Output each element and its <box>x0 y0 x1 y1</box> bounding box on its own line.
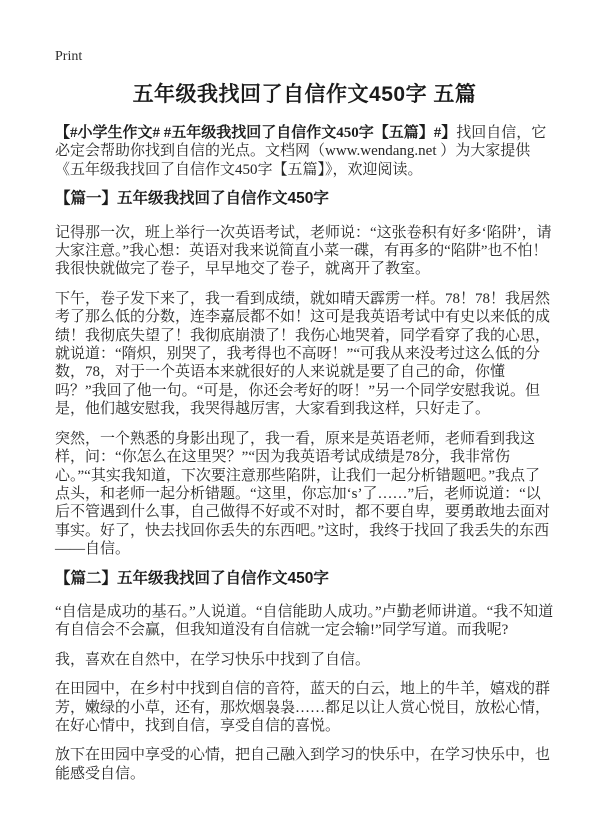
section-2-paragraph-2: 我，喜欢在自然中，在学习快乐中找到了自信。 <box>55 651 371 668</box>
section-2-paragraph-4: 放下在田园中享受的心情，把自己融入到学习的快乐中，在学习快乐中，也能感受自信。 <box>55 747 551 782</box>
print-link[interactable]: Print <box>55 49 83 64</box>
page-title: 五年级我找回了自信作文450字 五篇 <box>132 83 477 106</box>
section-2-paragraph-3: 在田园中，在乡村中找到自信的音符，蓝天的白云，地上的牛羊，嬉戏的群芳，嫩绿的小草，还有，那炊烟袅袅……都足以让人赏心悦目，放松心情，在好心情中，找到自信，享受自信的喜悦。 <box>55 681 551 734</box>
section-2-paragraph-1: “自信是成功的基石。”人说道。“自信能助人成功。”卢勤老师讲道。“我不知道有自信会不会赢，但我知道没有自信就一定会输!”同学写道。而我呢? <box>55 603 554 639</box>
section-2-heading: 【篇二】五年级我找回了自信作文450字 <box>55 569 329 587</box>
section-1-paragraph-3: 突然，一个熟悉的身影出现了，我一看，原来是英语老师，老师看到我这样，问：“你怎么在这里哭？”“因为我英语考试成绩是78分，我非常伤心。”“其实我知道，下次要注意那些陷阱，让我们一起分析错题吧。”我点了点头，和老师一起分析错题。“这里，你忘加‘s’了……”后，老师说道：“以后不管遇到什么事，自己做得不好或不对时，都不要自卑，要勇敢地去面对事实。好了，快去找回你丢失的东西吧。”这时，我终于找回了我丢失的东西——自信。 <box>55 430 551 558</box>
section-1-paragraph-1: 记得那一次，班上举行一次英语考试，老师说：“这张卷积有好多‘陷阱’，请大家注意。”我心想：英语对我来说简直小菜一碟，有再多的“陷阱”也不怕！我很快就做完了卷子，早早地交了卷子，就离开了教室。 <box>55 224 552 278</box>
section-1-heading: 【篇一】五年级我找回了自信作文450字 <box>55 190 329 208</box>
intro-paragraph <box>55 124 554 179</box>
intro-text: 找回自信，它必定会帮助你找到自信的光点。文档网（www.wendang.net ）为大家提供《五年级我找回了自信作文450字【五篇】》，欢迎阅读。 <box>55 125 547 178</box>
intro-bold-tags: 【#小学生作文# #五年级我找回了自信作文450字【五篇】#】 <box>55 125 457 141</box>
section-1-paragraph-2: 下午，卷子发下来了，我一看到成绩，就如晴天霹雳一样。78！78！我居然考了那么低的分数，连李嘉辰都不如！这可是我英语考试中有史以来低的成绩！我彻底失望了！我彻底崩溃了！我伤心地哭着，同学看穿了我的心思，就说道：“隋炽，别哭了，我考得也不高呀！”“可我从来没考过这么低的分数，78，对于一个英语本来就很好的人来说就是要了自己的命，你懂吗？”我回了他一句。“可是，你还会考好的呀！”另一个同学安慰我说。但是，他们越安慰我，我哭得越厉害，大家看到我这样，只好走了。 <box>55 290 551 418</box>
